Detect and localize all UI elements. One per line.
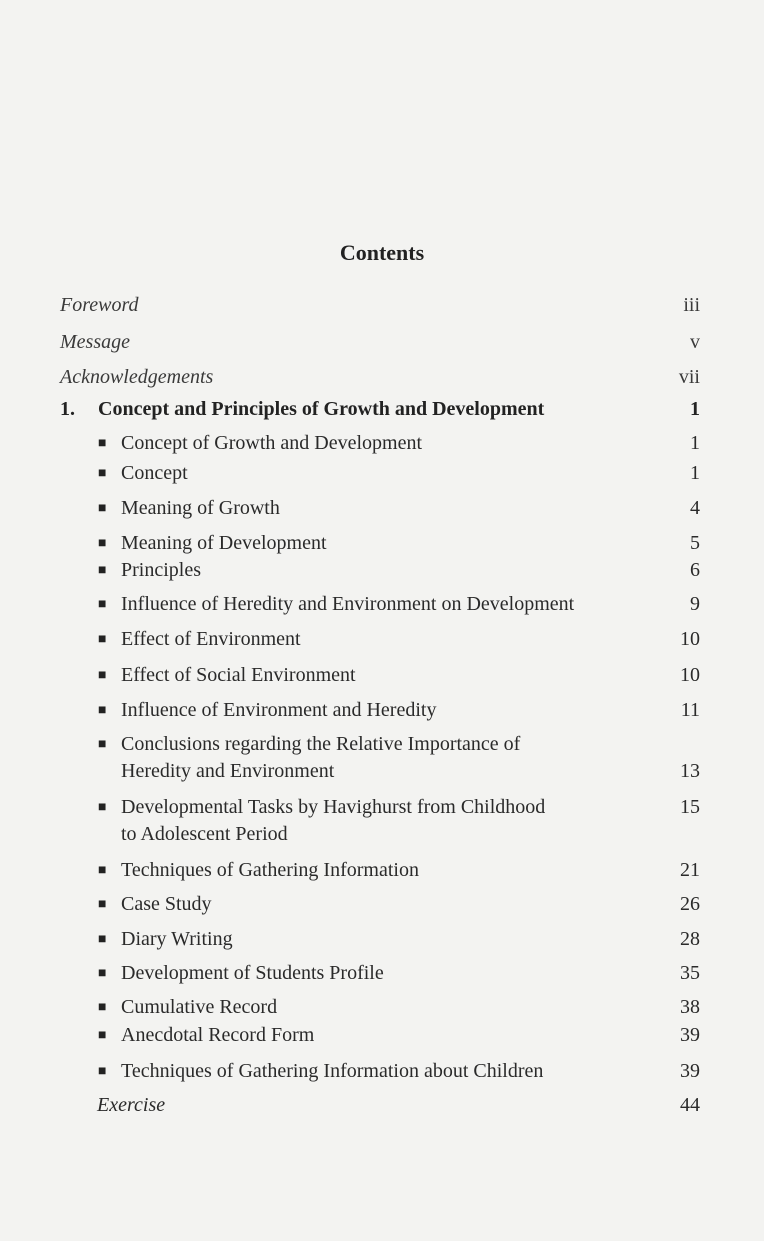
- toc-page: 21: [680, 859, 700, 881]
- toc-label: Influence of Environment and Heredity: [121, 699, 437, 721]
- toc-label: Cumulative Record: [121, 996, 278, 1018]
- bullet-icon: ■: [98, 863, 107, 878]
- toc-label: Techniques of Gathering Information about Children: [121, 1060, 544, 1082]
- toc-label: Principles: [121, 559, 201, 581]
- bullet-icon: ■: [98, 932, 107, 947]
- bullet-icon: ■: [98, 1064, 107, 1079]
- toc-page: 4: [690, 497, 700, 519]
- toc-page: v: [690, 331, 700, 353]
- toc-page: 44: [680, 1094, 700, 1116]
- toc-label: Developmental Tasks by Havighurst from Childhood: [121, 796, 546, 818]
- toc-page: 9: [690, 593, 700, 615]
- toc-label: Acknowledgements: [60, 366, 214, 388]
- bullet-icon: ■: [98, 466, 107, 481]
- toc-page: 5: [690, 532, 700, 554]
- toc-page: 39: [680, 1060, 700, 1082]
- toc-page: 1: [690, 398, 700, 420]
- toc-page: 10: [680, 628, 700, 650]
- toc-label: Effect of Social Environment: [121, 664, 356, 686]
- bullet-icon: ■: [98, 897, 107, 912]
- toc-page: 10: [680, 664, 700, 686]
- toc-label: Foreword: [60, 294, 139, 316]
- bullet-icon: ■: [98, 1000, 107, 1015]
- toc-page: 6: [690, 559, 700, 581]
- toc-page: 1: [690, 462, 700, 484]
- toc-page: 39: [680, 1024, 700, 1046]
- toc-label: Conclusions regarding the Relative Importance of: [121, 733, 521, 755]
- toc-section[interactable]: [60, 731, 700, 785]
- toc-label-continued: Heredity and Environment: [121, 760, 335, 782]
- bullet-icon: ■: [98, 597, 107, 612]
- toc-label: Influence of Heredity and Environment on Development: [121, 593, 575, 615]
- toc-label: Meaning of Development: [121, 532, 327, 554]
- toc-label: Diary Writing: [121, 928, 233, 950]
- toc-label: Concept of Growth and Development: [121, 432, 423, 454]
- chapter-title: Concept and Principles of Growth and Development: [98, 398, 545, 420]
- toc-page: 38: [680, 996, 700, 1018]
- toc-page: 28: [680, 928, 700, 950]
- toc-label: Techniques of Gathering Information: [121, 859, 419, 881]
- toc-label: Meaning of Growth: [121, 497, 280, 519]
- toc-page: iii: [683, 294, 700, 316]
- bullet-icon: ■: [98, 501, 107, 516]
- bullet-icon: ■: [98, 737, 107, 752]
- bullet-icon: ■: [98, 436, 107, 451]
- toc-page: vii: [678, 366, 700, 388]
- toc-label: Anecdotal Record Form: [121, 1024, 315, 1046]
- toc-label: Message: [60, 331, 130, 353]
- bullet-icon: ■: [98, 800, 107, 815]
- toc-page: 15: [680, 796, 700, 818]
- toc-page: 35: [680, 962, 700, 984]
- toc-label: Development of Students Profile: [121, 962, 384, 984]
- toc-label: Case Study: [121, 893, 212, 915]
- toc-page: 13: [680, 760, 700, 782]
- bullet-icon: ■: [98, 563, 107, 578]
- bullet-icon: ■: [98, 632, 107, 647]
- toc-section[interactable]: [60, 794, 700, 848]
- bullet-icon: ■: [98, 1028, 107, 1043]
- chapter-number: 1.: [60, 398, 75, 420]
- bullet-icon: ■: [98, 668, 107, 683]
- toc-page: 1: [690, 432, 700, 454]
- bullet-icon: ■: [98, 703, 107, 718]
- page-title: Contents: [339, 240, 425, 265]
- bullet-icon: ■: [98, 966, 107, 981]
- toc-label: Exercise: [97, 1094, 166, 1116]
- bullet-icon: ■: [98, 536, 107, 551]
- toc-label-continued: to Adolescent Period: [121, 823, 288, 845]
- toc-label: Concept: [121, 462, 188, 484]
- toc-label: Effect of Environment: [121, 628, 301, 650]
- toc-page: 11: [680, 699, 700, 721]
- toc-page: 26: [680, 893, 700, 915]
